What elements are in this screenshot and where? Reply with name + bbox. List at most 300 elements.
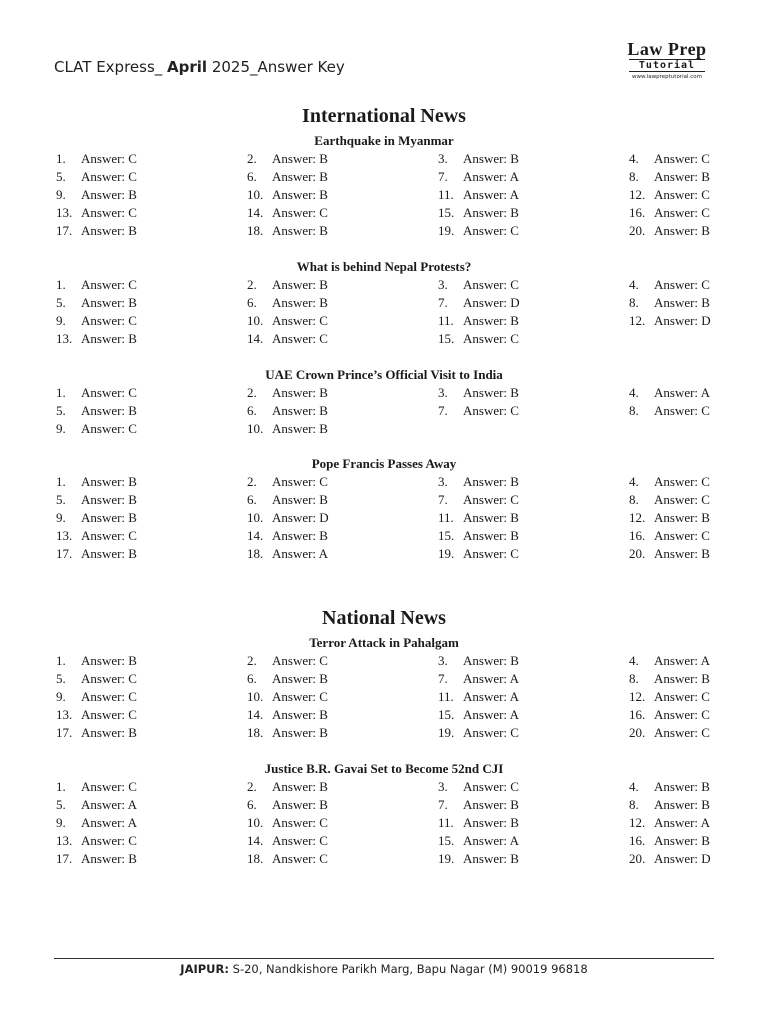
question-number: 8. <box>629 403 639 418</box>
question-number: 12. <box>629 187 646 202</box>
question-number: 8. <box>629 797 639 812</box>
question-number: 7. <box>438 169 448 184</box>
answer-item <box>56 473 137 491</box>
answer-value: Answer: A <box>463 671 519 686</box>
answer-value: Answer: C <box>463 779 519 794</box>
answer-value: Answer: C <box>272 689 328 704</box>
question-number: 20. <box>629 725 646 740</box>
answer-value: Answer: A <box>654 385 710 400</box>
answer-row <box>0 724 768 742</box>
answer-value: Answer: B <box>272 169 328 184</box>
answer-item <box>56 330 137 348</box>
answer-item <box>438 545 519 563</box>
answer-item <box>56 527 137 545</box>
question-number: 15. <box>438 833 455 848</box>
answer-item <box>629 688 710 706</box>
answer-value: Answer: C <box>81 528 137 543</box>
question-number: 11. <box>438 689 454 704</box>
question-number: 18. <box>247 223 264 238</box>
question-number: 10. <box>247 815 264 830</box>
answer-item <box>629 294 710 312</box>
answer-value: Answer: C <box>463 546 519 561</box>
answer-item <box>629 312 711 330</box>
question-number: 6. <box>247 492 257 507</box>
answer-value: Answer: C <box>272 815 328 830</box>
question-number: 14. <box>247 331 264 346</box>
answer-item <box>247 509 329 527</box>
question-number: 9. <box>56 187 66 202</box>
answer-value: Answer: B <box>272 187 328 202</box>
answer-item <box>438 491 519 509</box>
question-number: 1. <box>56 474 66 489</box>
topic-heading: What is behind Nepal Protests? <box>296 259 472 274</box>
question-number: 2. <box>247 385 257 400</box>
answer-value: Answer: C <box>654 474 710 489</box>
question-number: 19. <box>438 223 455 238</box>
answer-item <box>56 778 137 796</box>
footer-city: JAIPUR: <box>180 962 229 976</box>
answer-value: Answer: B <box>463 851 519 866</box>
answer-value: Answer: B <box>463 313 519 328</box>
answer-item <box>56 150 137 168</box>
answer-item <box>247 276 328 294</box>
question-number: 5. <box>56 492 66 507</box>
answer-value: Answer: B <box>463 151 519 166</box>
title-month: April <box>167 58 208 76</box>
answer-row <box>0 222 768 240</box>
answer-value: Answer: D <box>272 510 329 525</box>
answer-item <box>247 724 328 742</box>
answer-item <box>629 832 710 850</box>
answer-value: Answer: B <box>463 385 519 400</box>
answer-value: Answer: B <box>81 331 137 346</box>
question-number: 13. <box>56 331 73 346</box>
answer-item <box>247 168 328 186</box>
answer-item <box>629 706 710 724</box>
question-number: 16. <box>629 833 646 848</box>
question-number: 12. <box>629 815 646 830</box>
answer-item <box>438 814 519 832</box>
answer-value: Answer: C <box>463 403 519 418</box>
answer-block <box>0 132 768 240</box>
answer-item <box>56 706 137 724</box>
answer-item <box>629 778 710 796</box>
answer-value: Answer: C <box>81 707 137 722</box>
answer-value: Answer: B <box>654 797 710 812</box>
answer-row <box>0 527 768 545</box>
answer-item <box>438 778 519 796</box>
answer-row <box>0 688 768 706</box>
section-title: International News <box>302 105 466 127</box>
answer-item <box>56 796 137 814</box>
answer-value: Answer: B <box>272 385 328 400</box>
answer-value: Answer: B <box>272 671 328 686</box>
answer-value: Answer: C <box>81 277 137 292</box>
answer-value: Answer: A <box>272 546 328 561</box>
answer-value: Answer: C <box>272 205 328 220</box>
answer-item <box>247 150 328 168</box>
answer-item <box>438 724 519 742</box>
question-number: 11. <box>438 187 454 202</box>
answer-item <box>56 204 137 222</box>
answer-value: Answer: C <box>81 205 137 220</box>
answer-item <box>247 491 328 509</box>
question-number: 6. <box>247 169 257 184</box>
question-number: 5. <box>56 797 66 812</box>
question-number: 14. <box>247 833 264 848</box>
answer-item <box>629 724 710 742</box>
topic-heading: Terror Attack in Pahalgam <box>309 635 459 650</box>
answer-item <box>247 527 328 545</box>
question-number: 2. <box>247 277 257 292</box>
logo-wordmark: Law Prep <box>627 39 707 59</box>
answer-block <box>0 258 768 348</box>
answer-item <box>56 222 137 240</box>
question-number: 10. <box>247 421 264 436</box>
answer-row <box>0 652 768 670</box>
question-number: 1. <box>56 653 66 668</box>
answer-value: Answer: C <box>654 689 710 704</box>
answer-value: Answer: C <box>272 833 328 848</box>
answer-value: Answer: C <box>654 528 710 543</box>
answer-item <box>247 222 328 240</box>
answer-item <box>438 150 519 168</box>
answer-value: Answer: C <box>654 151 710 166</box>
answer-value: Answer: B <box>272 295 328 310</box>
question-number: 10. <box>247 510 264 525</box>
answer-value: Answer: B <box>81 851 137 866</box>
question-number: 7. <box>438 295 448 310</box>
question-number: 14. <box>247 707 264 722</box>
question-number: 17. <box>56 546 73 561</box>
question-number: 3. <box>438 779 448 794</box>
answer-value: Answer: C <box>81 385 137 400</box>
answer-item <box>247 670 328 688</box>
answer-value: Answer: B <box>272 223 328 238</box>
answer-item <box>438 473 519 491</box>
answer-value: Answer: D <box>463 295 520 310</box>
answer-item <box>247 204 328 222</box>
question-number: 3. <box>438 151 448 166</box>
question-number: 9. <box>56 689 66 704</box>
answer-value: Answer: B <box>81 187 137 202</box>
question-number: 8. <box>629 492 639 507</box>
question-number: 8. <box>629 671 639 686</box>
document-title <box>54 58 345 76</box>
answer-value: Answer: C <box>272 653 328 668</box>
answer-value: Answer: A <box>463 187 519 202</box>
answer-value: Answer: C <box>81 689 137 704</box>
title-suffix: 2025_Answer Key <box>207 58 345 76</box>
question-number: 1. <box>56 151 66 166</box>
question-number: 7. <box>438 671 448 686</box>
answer-value: Answer: C <box>272 313 328 328</box>
question-number: 13. <box>56 833 73 848</box>
answer-item <box>247 294 328 312</box>
answer-value: Answer: B <box>272 707 328 722</box>
question-number: 2. <box>247 653 257 668</box>
answer-item <box>247 330 328 348</box>
answer-item <box>247 688 328 706</box>
question-number: 5. <box>56 671 66 686</box>
answer-value: Answer: C <box>654 187 710 202</box>
answer-item <box>247 384 328 402</box>
answer-item <box>629 509 710 527</box>
answer-value: Answer: C <box>654 277 710 292</box>
answer-item <box>56 168 137 186</box>
question-number: 18. <box>247 851 264 866</box>
law-prep-logo <box>623 40 711 80</box>
answer-value: Answer: B <box>463 653 519 668</box>
question-number: 7. <box>438 492 448 507</box>
question-number: 15. <box>438 205 455 220</box>
question-number: 11. <box>438 815 454 830</box>
question-number: 20. <box>629 223 646 238</box>
answer-item <box>56 186 137 204</box>
answer-value: Answer: C <box>463 331 519 346</box>
answer-row <box>0 706 768 724</box>
answer-item <box>438 670 519 688</box>
answer-item <box>56 724 137 742</box>
question-number: 3. <box>438 474 448 489</box>
answer-item <box>438 402 519 420</box>
footer-address-text: S-20, Nandkishore Parikh Marg, Bapu Nagar (M) 90019 96818 <box>228 962 588 976</box>
question-number: 5. <box>56 169 66 184</box>
answer-row <box>0 509 768 527</box>
answer-block <box>0 366 768 438</box>
answer-item <box>247 545 328 563</box>
answer-item <box>247 652 328 670</box>
answer-value: Answer: B <box>463 205 519 220</box>
question-number: 2. <box>247 779 257 794</box>
answer-item <box>247 402 328 420</box>
answer-item <box>629 168 710 186</box>
logo-subtitle: Tutorial <box>629 59 705 72</box>
question-number: 19. <box>438 546 455 561</box>
answer-row <box>0 204 768 222</box>
question-number: 1. <box>56 779 66 794</box>
question-number: 6. <box>247 295 257 310</box>
answer-value: Answer: B <box>654 510 710 525</box>
question-number: 11. <box>438 510 454 525</box>
answer-item <box>56 670 137 688</box>
answer-item <box>629 222 710 240</box>
answer-value: Answer: B <box>463 815 519 830</box>
answer-item <box>629 850 711 868</box>
question-number: 1. <box>56 277 66 292</box>
answer-block <box>0 760 768 868</box>
answer-item <box>56 688 137 706</box>
answer-row <box>0 796 768 814</box>
answer-item <box>247 832 328 850</box>
answer-value: Answer: C <box>81 833 137 848</box>
answer-value: Answer: C <box>654 492 710 507</box>
section-title: National News <box>322 607 446 629</box>
answer-item <box>247 420 328 438</box>
answer-item <box>438 294 520 312</box>
answer-row <box>0 402 768 420</box>
answer-value: Answer: B <box>81 492 137 507</box>
question-number: 6. <box>247 797 257 812</box>
answer-value: Answer: A <box>463 833 519 848</box>
answer-row <box>0 473 768 491</box>
answer-value: Answer: C <box>81 671 137 686</box>
question-number: 6. <box>247 403 257 418</box>
answer-item <box>438 276 519 294</box>
question-number: 12. <box>629 689 646 704</box>
answer-value: Answer: C <box>463 223 519 238</box>
answer-item <box>438 330 519 348</box>
answer-item <box>629 527 710 545</box>
question-number: 3. <box>438 385 448 400</box>
question-number: 13. <box>56 707 73 722</box>
question-number: 4. <box>629 653 639 668</box>
topic-heading: Earthquake in Myanmar <box>314 133 454 148</box>
question-number: 16. <box>629 528 646 543</box>
answer-value: Answer: B <box>654 546 710 561</box>
answer-row <box>0 420 768 438</box>
question-number: 3. <box>438 277 448 292</box>
answer-value: Answer: B <box>272 528 328 543</box>
logo-url: www.lawpreptutorial.com <box>632 74 702 80</box>
answer-item <box>629 276 710 294</box>
answer-row <box>0 814 768 832</box>
question-number: 17. <box>56 223 73 238</box>
answer-value: Answer: B <box>272 421 328 436</box>
answer-value: Answer: C <box>81 421 137 436</box>
answer-value: Answer: C <box>654 725 710 740</box>
answer-item <box>247 186 328 204</box>
question-number: 17. <box>56 851 73 866</box>
question-number: 7. <box>438 797 448 812</box>
answer-item <box>247 312 328 330</box>
question-number: 18. <box>247 725 264 740</box>
answer-item <box>629 491 710 509</box>
question-number: 1. <box>56 385 66 400</box>
answer-item <box>438 186 519 204</box>
answer-item <box>629 384 710 402</box>
question-number: 10. <box>247 689 264 704</box>
answer-item <box>56 545 137 563</box>
answer-item <box>438 796 519 814</box>
answer-value: Answer: C <box>654 403 710 418</box>
topic-heading: UAE Crown Prince’s Official Visit to India <box>265 367 503 382</box>
question-number: 2. <box>247 151 257 166</box>
answer-item <box>247 850 328 868</box>
question-number: 20. <box>629 546 646 561</box>
answer-value: Answer: C <box>463 725 519 740</box>
answer-value: Answer: B <box>272 492 328 507</box>
answer-value: Answer: B <box>463 510 519 525</box>
answer-item <box>56 312 137 330</box>
answer-value: Answer: C <box>81 313 137 328</box>
answer-row <box>0 850 768 868</box>
answer-item <box>629 670 710 688</box>
answer-value: Answer: D <box>654 851 711 866</box>
answer-value: Answer: B <box>654 671 710 686</box>
question-number: 4. <box>629 385 639 400</box>
answer-item <box>438 652 519 670</box>
answer-item <box>56 509 137 527</box>
question-number: 15. <box>438 707 455 722</box>
answer-value: Answer: B <box>81 725 137 740</box>
answer-item <box>56 832 137 850</box>
answer-item <box>247 814 328 832</box>
question-number: 4. <box>629 779 639 794</box>
question-number: 3. <box>438 653 448 668</box>
question-number: 5. <box>56 403 66 418</box>
answer-value: Answer: B <box>81 653 137 668</box>
answer-item <box>629 204 710 222</box>
answer-value: Answer: C <box>463 277 519 292</box>
question-number: 9. <box>56 421 66 436</box>
answer-value: Answer: B <box>81 474 137 489</box>
answer-item <box>629 814 710 832</box>
answer-value: Answer: B <box>654 223 710 238</box>
answer-item <box>56 652 137 670</box>
answer-value: Answer: B <box>654 169 710 184</box>
answer-row <box>0 312 768 330</box>
answer-value: Answer: C <box>272 331 328 346</box>
answer-value: Answer: B <box>81 403 137 418</box>
answer-value: Answer: B <box>272 797 328 812</box>
answer-row <box>0 384 768 402</box>
question-number: 14. <box>247 528 264 543</box>
answer-value: Answer: B <box>272 277 328 292</box>
answer-row <box>0 276 768 294</box>
question-number: 14. <box>247 205 264 220</box>
question-number: 15. <box>438 331 455 346</box>
answer-row <box>0 778 768 796</box>
answer-item <box>629 150 710 168</box>
answer-value: Answer: A <box>81 815 137 830</box>
answer-item <box>56 850 137 868</box>
answer-value: Answer: B <box>272 151 328 166</box>
answer-value: Answer: C <box>654 707 710 722</box>
answer-value: Answer: B <box>272 725 328 740</box>
answer-item <box>629 473 710 491</box>
answer-value: Answer: A <box>654 815 710 830</box>
answer-row <box>0 491 768 509</box>
answer-item <box>56 294 137 312</box>
answer-item <box>438 384 519 402</box>
answer-value: Answer: B <box>81 510 137 525</box>
answer-item <box>629 402 710 420</box>
question-number: 7. <box>438 403 448 418</box>
answer-value: Answer: B <box>463 797 519 812</box>
answer-item <box>247 796 328 814</box>
question-number: 16. <box>629 707 646 722</box>
answer-value: Answer: B <box>463 474 519 489</box>
answer-item <box>438 527 519 545</box>
answer-block <box>0 455 768 563</box>
answer-item <box>438 850 519 868</box>
answer-item <box>438 688 519 706</box>
answer-value: Answer: C <box>81 169 137 184</box>
question-number: 20. <box>629 851 646 866</box>
answer-row <box>0 670 768 688</box>
question-number: 19. <box>438 725 455 740</box>
answer-item <box>247 473 328 491</box>
question-number: 8. <box>629 169 639 184</box>
question-number: 10. <box>247 187 264 202</box>
answer-value: Answer: B <box>654 779 710 794</box>
answer-item <box>438 509 519 527</box>
answer-row <box>0 294 768 312</box>
answer-item <box>56 420 137 438</box>
question-number: 11. <box>438 313 454 328</box>
question-number: 9. <box>56 510 66 525</box>
